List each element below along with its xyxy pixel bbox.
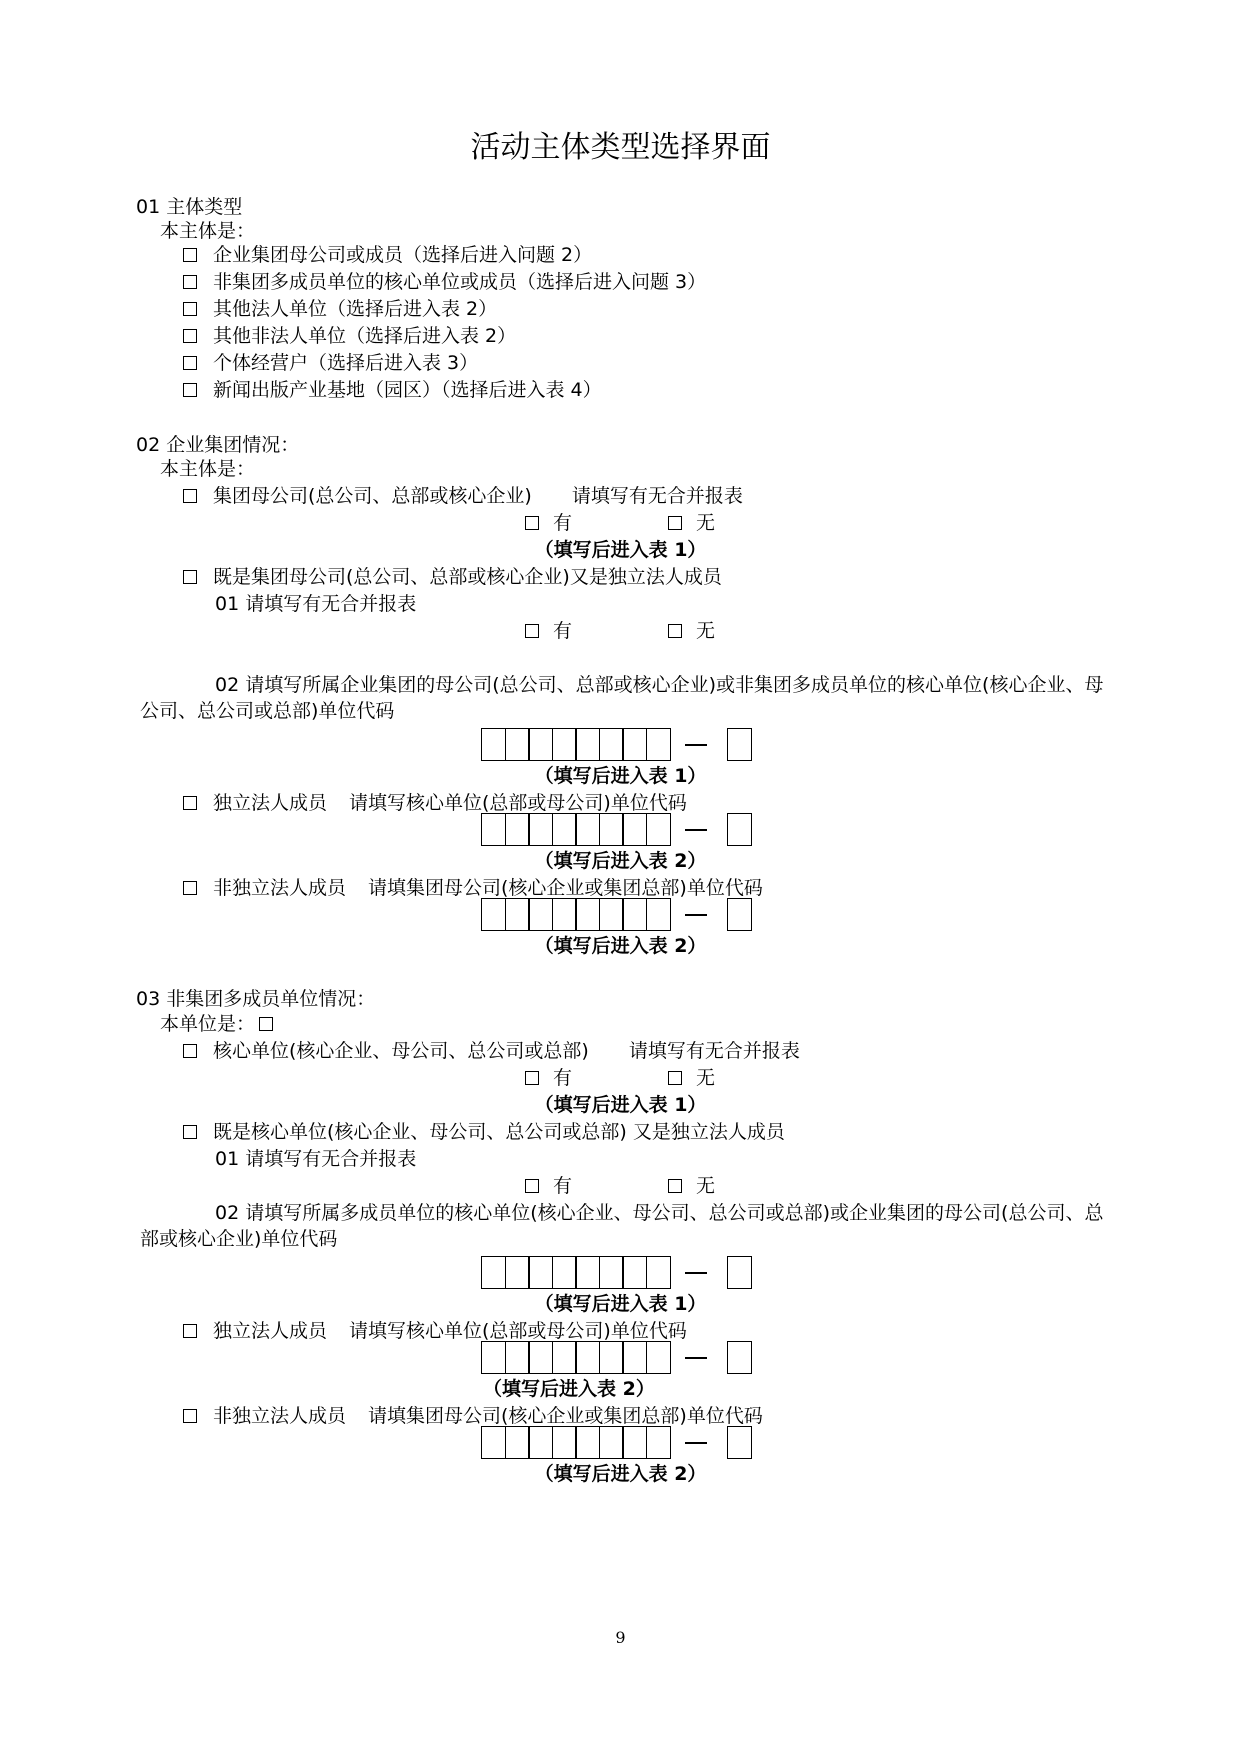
checkbox[interactable] xyxy=(183,1324,197,1338)
option-label: 独立法人成员 xyxy=(213,1320,328,1342)
no-label: 无 xyxy=(696,512,716,534)
unit-code-input[interactable] xyxy=(481,1426,752,1459)
checkbox[interactable] xyxy=(183,275,197,289)
unit-code-input[interactable] xyxy=(481,1341,752,1374)
checkbox[interactable] xyxy=(668,1071,682,1085)
checkbox[interactable] xyxy=(525,1071,539,1085)
section1-option-4[interactable] xyxy=(183,323,516,349)
code-cell[interactable] xyxy=(552,1256,577,1289)
code-cell[interactable] xyxy=(552,728,577,761)
code-cell[interactable] xyxy=(575,1256,600,1289)
check-digit-cell[interactable] xyxy=(727,813,752,846)
checkbox[interactable] xyxy=(525,624,539,638)
code-cell[interactable] xyxy=(528,1256,553,1289)
section2-option-parent-and-member[interactable] xyxy=(183,564,722,590)
option-prompt: 请填写核心单位(总部或母公司)单位代码 xyxy=(349,792,687,814)
code-cell[interactable] xyxy=(622,813,647,846)
yes-option[interactable] xyxy=(525,618,572,644)
checkbox[interactable] xyxy=(183,1044,197,1058)
code-cell[interactable] xyxy=(552,898,577,931)
code-cell[interactable] xyxy=(528,898,553,931)
section2-option-parent[interactable] xyxy=(183,483,743,509)
unit-code-input[interactable] xyxy=(481,728,752,761)
question-01: 01 请填写有无合并报表 xyxy=(215,593,417,615)
code-cell[interactable] xyxy=(622,728,647,761)
dash-separator xyxy=(685,1357,707,1359)
checkbox[interactable] xyxy=(183,796,197,810)
no-option[interactable] xyxy=(668,1065,715,1091)
checkbox[interactable] xyxy=(183,489,197,503)
route-note: （填写后进入表 1） xyxy=(534,765,707,787)
code-cell[interactable] xyxy=(646,728,671,761)
yes-option[interactable] xyxy=(525,1173,572,1199)
checkbox[interactable] xyxy=(183,1409,197,1423)
unit-code-input[interactable] xyxy=(481,813,752,846)
yes-label: 有 xyxy=(553,512,573,534)
checkbox[interactable] xyxy=(259,1017,273,1031)
code-cell[interactable] xyxy=(599,813,624,846)
route-note: （填写后进入表 1） xyxy=(534,1293,707,1315)
option-label: 核心单位(核心企业、母公司、总公司或总部) xyxy=(213,1040,589,1062)
checkbox[interactable] xyxy=(668,624,682,638)
route-note: （填写后进入表 2） xyxy=(534,850,707,872)
code-cell[interactable] xyxy=(528,1426,553,1459)
code-cell[interactable] xyxy=(552,813,577,846)
yes-label: 有 xyxy=(553,1175,573,1197)
code-cell[interactable] xyxy=(575,728,600,761)
unit-code-input[interactable] xyxy=(481,1256,752,1289)
option-label: 非集团多成员单位的核心单位或成员（选择后进入问题 3） xyxy=(213,271,707,293)
section2-intro: 本主体是： xyxy=(160,458,256,480)
code-cell[interactable] xyxy=(552,1426,577,1459)
dash-separator xyxy=(685,829,707,831)
option-label: 独立法人成员 xyxy=(213,792,328,814)
dash-separator xyxy=(685,1442,707,1444)
code-cell[interactable] xyxy=(481,1256,506,1289)
option-label: 既是集团母公司(总公司、总部或核心企业)又是独立法人成员 xyxy=(213,566,722,588)
checkbox[interactable] xyxy=(525,516,539,530)
code-cell[interactable] xyxy=(505,898,530,931)
code-cell[interactable] xyxy=(481,1426,506,1459)
code-cell[interactable] xyxy=(599,728,624,761)
code-cell[interactable] xyxy=(528,728,553,761)
checkbox[interactable] xyxy=(668,516,682,530)
code-cell[interactable] xyxy=(481,813,506,846)
route-note: （填写后进入表 1） xyxy=(534,1094,707,1116)
no-label: 无 xyxy=(696,1175,716,1197)
check-digit-cell[interactable] xyxy=(727,898,752,931)
section1-option-5[interactable] xyxy=(183,350,478,376)
checkbox[interactable] xyxy=(183,302,197,316)
code-cell[interactable] xyxy=(599,1426,624,1459)
dash-separator xyxy=(685,914,707,916)
checkbox[interactable] xyxy=(183,1125,197,1139)
route-note: （填写后进入表 2） xyxy=(534,935,707,957)
question-01: 01 请填写有无合并报表 xyxy=(215,1148,417,1170)
question-02: 02 请填写所属多成员单位的核心单位(核心企业、母公司、总公司或总部)或企业集团的母公司(总公司、总部或核心企业)单位代码 xyxy=(140,1202,1104,1250)
code-cell[interactable] xyxy=(481,728,506,761)
code-cell[interactable] xyxy=(646,898,671,931)
question-02: 02 请填写所属企业集团的母公司(总公司、总部或核心企业)或非集团多成员单位的核心单位(核心企业、母公司、总公司或总部)单位代码 xyxy=(140,674,1104,722)
checkbox[interactable] xyxy=(183,356,197,370)
route-note: （填写后进入表 2） xyxy=(483,1378,655,1400)
route-note: （填写后进入表 2） xyxy=(534,1463,707,1485)
check-digit-cell[interactable] xyxy=(727,1426,752,1459)
code-cell[interactable] xyxy=(505,728,530,761)
option-label: 集团母公司(总公司、总部或核心企业) xyxy=(213,485,532,507)
no-option[interactable] xyxy=(668,1173,715,1199)
section3-option-core-and-member[interactable] xyxy=(183,1119,785,1145)
code-cell[interactable] xyxy=(646,1426,671,1459)
option-label: 非独立法人成员 xyxy=(213,877,347,899)
code-cell[interactable] xyxy=(599,1341,624,1374)
no-option[interactable] xyxy=(668,510,715,536)
checkbox[interactable] xyxy=(525,1179,539,1193)
option-label: 企业集团母公司或成员（选择后进入问题 2） xyxy=(213,244,593,266)
code-cell[interactable] xyxy=(481,898,506,931)
checkbox[interactable] xyxy=(668,1179,682,1193)
section3-intro: 本单位是： xyxy=(160,1013,256,1035)
section1-intro: 本主体是： xyxy=(160,220,256,242)
section3-intro-row xyxy=(160,1011,273,1037)
checkbox[interactable] xyxy=(183,881,197,895)
option-label: 其他法人单位（选择后进入表 2） xyxy=(213,298,498,320)
option-label: 新闻出版产业基地（园区）（选择后进入表 4） xyxy=(213,379,602,401)
code-cell[interactable] xyxy=(575,1426,600,1459)
route-note: （填写后进入表 1） xyxy=(534,539,707,561)
check-digit-cell[interactable] xyxy=(727,1341,752,1374)
section1-heading: 01 主体类型 xyxy=(136,196,243,218)
no-label: 无 xyxy=(696,1067,716,1089)
yes-option[interactable] xyxy=(525,1065,572,1091)
dash-separator xyxy=(685,1272,707,1274)
code-cell[interactable] xyxy=(481,1341,506,1374)
code-cell[interactable] xyxy=(505,1426,530,1459)
code-cell[interactable] xyxy=(505,813,530,846)
yes-label: 有 xyxy=(553,1067,573,1089)
checkbox[interactable] xyxy=(183,570,197,584)
code-cell[interactable] xyxy=(505,1256,530,1289)
code-cell[interactable] xyxy=(646,813,671,846)
check-digit-cell[interactable] xyxy=(727,728,752,761)
check-digit-cell[interactable] xyxy=(727,1256,752,1289)
page-number: 9 xyxy=(615,1628,626,1647)
option-label: 既是核心单位(核心企业、母公司、总公司或总部) 又是独立法人成员 xyxy=(213,1121,785,1143)
code-cell[interactable] xyxy=(646,1341,671,1374)
code-cell[interactable] xyxy=(622,1256,647,1289)
option-label: 非独立法人成员 xyxy=(213,1405,347,1427)
option-prompt: 请填集团母公司(核心企业或集团总部)单位代码 xyxy=(368,877,763,899)
section2-heading: 02 企业集团情况： xyxy=(136,434,300,456)
code-cell[interactable] xyxy=(505,1341,530,1374)
code-cell[interactable] xyxy=(622,1341,647,1374)
checkbox[interactable] xyxy=(183,329,197,343)
yes-label: 有 xyxy=(553,620,573,642)
section3-heading: 03 非集团多成员单位情况： xyxy=(136,988,376,1010)
code-cell[interactable] xyxy=(646,1256,671,1289)
code-cell[interactable] xyxy=(599,1256,624,1289)
option-prompt: 请填写核心单位(总部或母公司)单位代码 xyxy=(349,1320,687,1342)
section1-option-6[interactable] xyxy=(183,377,602,403)
dash-separator xyxy=(685,744,707,746)
section1-option-1[interactable] xyxy=(183,242,592,268)
code-cell[interactable] xyxy=(552,1341,577,1374)
unit-code-input[interactable] xyxy=(481,898,752,931)
no-option[interactable] xyxy=(668,618,715,644)
code-cell[interactable] xyxy=(528,1341,553,1374)
code-cell[interactable] xyxy=(575,813,600,846)
option-label: 其他非法人单位（选择后进入表 2） xyxy=(213,325,517,347)
checkbox[interactable] xyxy=(183,248,197,262)
option-label: 个体经营户（选择后进入表 3） xyxy=(213,352,479,374)
checkbox[interactable] xyxy=(183,383,197,397)
option-prompt: 请填写有无合并报表 xyxy=(571,485,743,507)
page-title: 活动主体类型选择界面 xyxy=(470,130,771,165)
code-cell[interactable] xyxy=(528,813,553,846)
option-prompt: 请填集团母公司(核心企业或集团总部)单位代码 xyxy=(368,1405,763,1427)
code-cell[interactable] xyxy=(575,898,600,931)
yes-option[interactable] xyxy=(525,510,572,536)
code-cell[interactable] xyxy=(622,898,647,931)
section3-option-core[interactable] xyxy=(183,1038,800,1064)
code-cell[interactable] xyxy=(575,1341,600,1374)
section1-option-2[interactable] xyxy=(183,269,706,295)
section1-option-3[interactable] xyxy=(183,296,497,322)
code-cell[interactable] xyxy=(599,898,624,931)
no-label: 无 xyxy=(696,620,716,642)
code-cell[interactable] xyxy=(622,1426,647,1459)
option-prompt: 请填写有无合并报表 xyxy=(628,1040,800,1062)
